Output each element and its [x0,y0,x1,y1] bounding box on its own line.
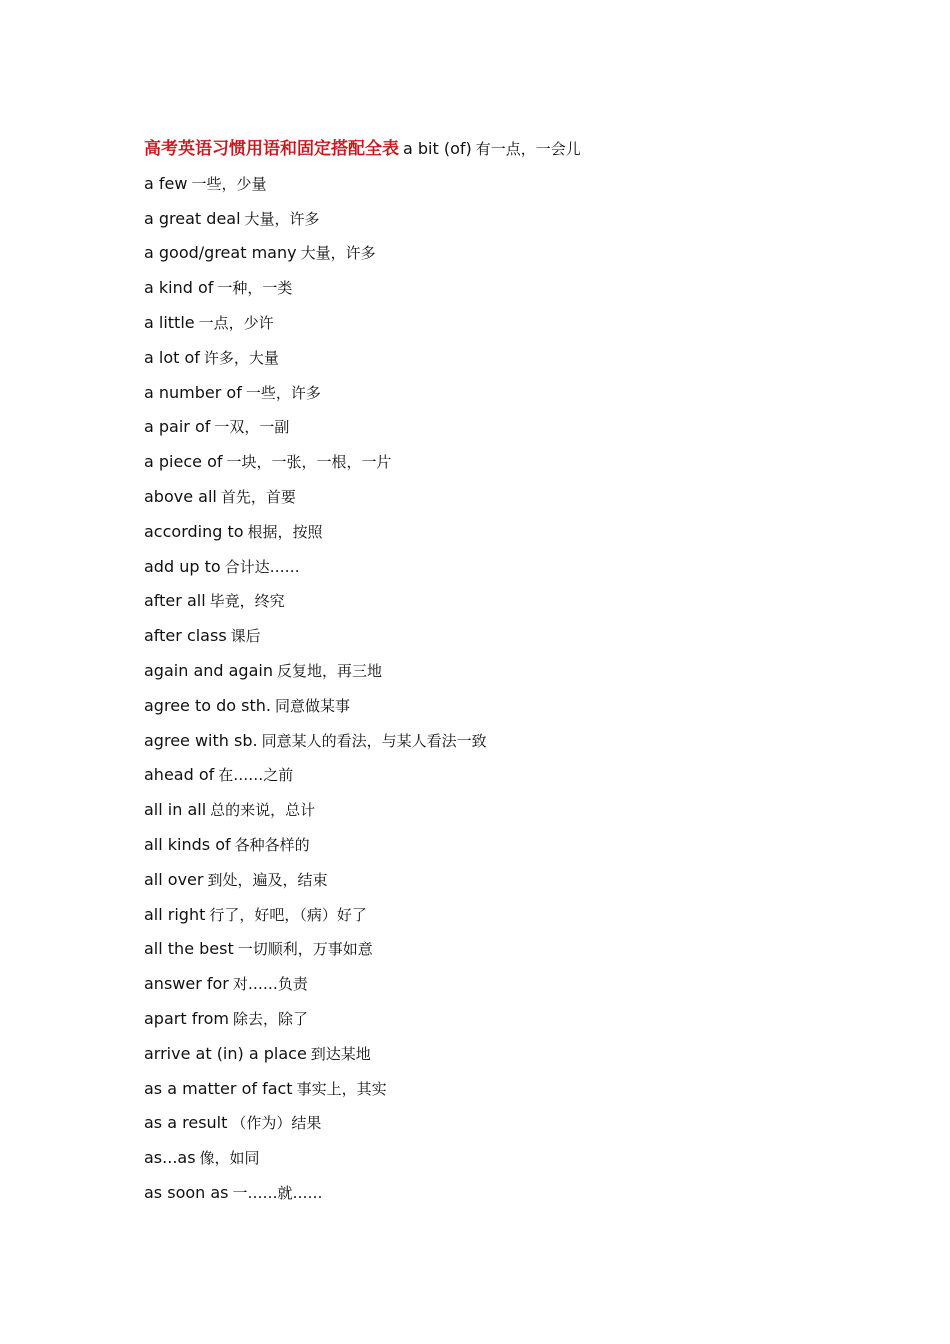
phrase-chinese: 一种，一类 [217,279,293,298]
phrase-english: agree to do sth. [144,695,271,715]
phrase-english: a pair of [144,417,211,437]
list-item [144,1178,844,1213]
phrase-chinese: 大量，许多 [300,244,376,263]
phrase-english: all right [144,904,206,924]
phrase-chinese: 同意做某事 [274,696,350,715]
list-item [144,586,844,621]
list-item [144,1074,844,1109]
phrase-english: all in all [144,800,207,820]
list-item [144,482,844,517]
phrase-chinese: 在……之前 [218,766,294,785]
phrase-english: add up to [144,556,221,576]
phrase-english: all kinds of [144,834,231,854]
phrase-english: as a matter of fact [144,1078,293,1098]
phrase-english: a kind of [144,278,214,298]
phrase-chinese: 一些，许多 [245,383,321,402]
phrase-english: agree with sb. [144,730,258,750]
phrase-chinese: 一些，少量 [191,174,267,193]
list-item [144,621,844,656]
list-item [144,134,844,169]
list-item [144,656,844,691]
list-item [144,1039,844,1074]
phrase-english: all over [144,869,204,889]
phrase-chinese: 行了，好吧，（病）好了 [209,905,367,924]
phrase-chinese: 像，如同 [199,1149,260,1168]
list-item [144,726,844,761]
phrase-english: all the best [144,939,234,959]
phrase-english: a lot of [144,347,200,367]
phrase-english: a little [144,312,195,332]
phrase-english: as...as [144,1148,196,1168]
list-item [144,238,844,273]
list-item [144,1143,844,1178]
list-item [144,343,844,378]
phrase-english: as soon as [144,1182,229,1202]
list-item [144,900,844,935]
phrase-english: a good/great many [144,243,297,263]
list-item [144,865,844,900]
list-item [144,412,844,447]
phrase-chinese: （作为）结果 [231,1114,322,1133]
phrase-chinese: 一……就…… [232,1183,323,1202]
document-title: 高考英语习惯用语和固定搭配全表 [144,139,399,159]
phrase-chinese: 对……负责 [232,975,308,994]
phrase-chinese: 合计达…… [224,557,300,576]
list-item [144,795,844,830]
phrase-chinese: 课后 [230,627,261,646]
phrase-english: a piece of [144,452,223,472]
list-item [144,691,844,726]
list-item [144,447,844,482]
phrase-chinese: 毕竟，终究 [209,592,285,611]
phrase-english: a few [144,173,188,193]
phrase-english: after class [144,626,227,646]
phrase-chinese: 反复地，再三地 [276,661,382,680]
phrase-chinese: 一切顺利，万事如意 [237,940,373,959]
phrase-chinese: 首先，首要 [220,487,296,506]
list-item [144,760,844,795]
phrase-chinese: 各种各样的 [234,835,310,854]
list-item [144,517,844,552]
phrase-chinese: 除去，除了 [232,1009,308,1028]
phrase-english: a great deal [144,208,241,228]
phrase-english: again and again [144,660,273,680]
list-item [144,169,844,204]
phrase-chinese: 一点，少许 [198,313,274,332]
phrase-english: a number of [144,382,242,402]
phrase-english: arrive at (in) a place [144,1043,307,1063]
list-item [144,378,844,413]
phrase-chinese: 根据，按照 [247,522,323,541]
phrase-chinese: 一块，一张，一根，一片 [226,453,392,472]
list-item [144,204,844,239]
phrase-english: ahead of [144,765,215,785]
phrase-chinese: 同意某人的看法，与某人看法一致 [261,731,487,750]
phrase-chinese: 许多，大量 [203,348,279,367]
list-item [144,830,844,865]
phrase-chinese: 到达某地 [310,1044,371,1063]
list-item [144,934,844,969]
phrase-chinese: 到处，遍及，结束 [207,870,328,889]
phrase-english: after all [144,591,206,611]
list-item [144,552,844,587]
phrase-chinese: 大量，许多 [244,209,320,228]
phrase-chinese: 有一点，一会儿 [475,140,581,158]
list-item [144,1108,844,1143]
phrase-chinese: 一双，一副 [214,418,290,437]
phrase-english: apart from [144,1008,229,1028]
phrase-english: as a result [144,1113,228,1133]
phrase-english: answer for [144,974,229,994]
phrase-english: according to [144,521,244,541]
phrase-chinese: 总的来说，总计 [210,801,316,820]
phrase-english: a bit (of) [403,139,472,158]
list-item [144,308,844,343]
list-item [144,969,844,1004]
phrase-list [144,134,844,1213]
phrase-english: above all [144,486,217,506]
list-item [144,1004,844,1039]
list-item [144,273,844,308]
phrase-chinese: 事实上，其实 [296,1079,387,1098]
